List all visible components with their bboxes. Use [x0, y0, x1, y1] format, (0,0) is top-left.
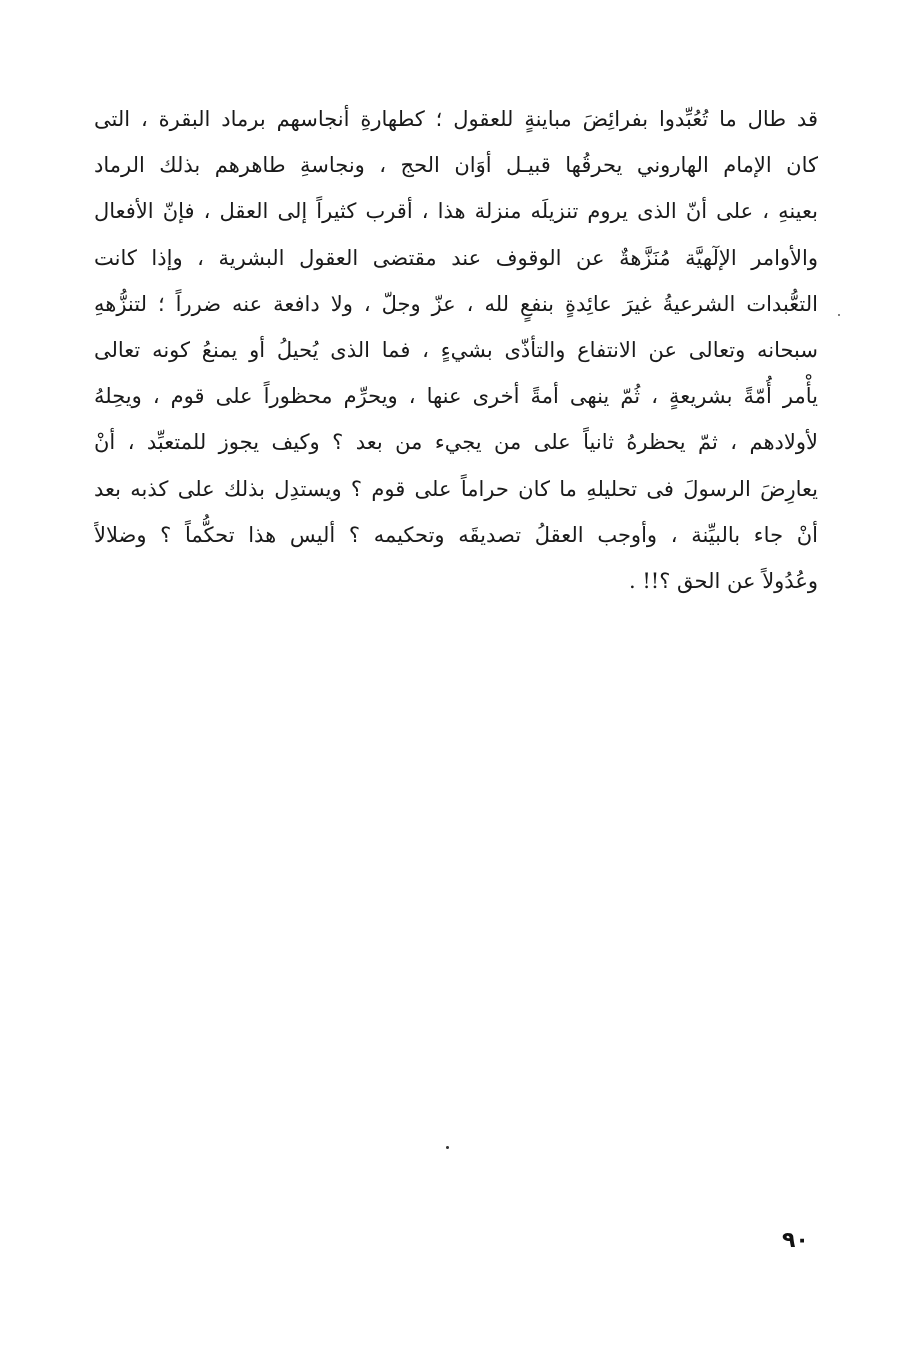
page-number: ٩٠: [782, 1228, 809, 1253]
text-line-9: يعارِضَ الرسولَ فى تحليلهِ ما كان حراماً على قوم ؟ ويستدِل بذلك على كذبه بعد: [94, 476, 818, 501]
margin-speck: [838, 314, 840, 316]
text-line-5: التعُّبدات الشرعيةُ غيرَ عائِدةٍ بنفعٍ لله ، عزّ وجلّ ، ولا دافعة عنه ضرراً ؛ لتنزُّههِ: [94, 291, 818, 316]
page-center-dot: [446, 1146, 449, 1149]
text-line-1: قد طال ما تُعُبِّدوا بفرائِضَ مباينةٍ للعقول ؛ كطهارةِ أنجاسهم برماد البقرة ، التى: [94, 107, 818, 131]
text-line-7: يأْمر أُمّةً بشريعةٍ ، ثُمّ ينهى أمةً أخرى عنها ، ويحرِّم محظوراً على قوم ، ويحِلهُ: [94, 384, 818, 409]
body-paragraph: [94, 96, 818, 604]
text-line-2: كان الإمام الهاروني يحرقُها قبيـل أوَان الحج ، ونجاسةِ طاهرهم بذلك الرماد: [94, 153, 818, 178]
text-line-8: لأولادهم ، ثمّ يحظرهُ ثانياً على من يجيء من بعد ؟ وكيف يجوز للمتعبِّد ، أنْ: [94, 430, 818, 455]
text-line-6: سبحانه وتعالى عن الانتفاع والتأذّى بشيءٍ ، فما الذى يُحيلُ أو يمنعُ كونه تعالى: [94, 337, 818, 362]
text-line-4: والأوامر الإلٓهيَّة مُنَزَّهةٌ عن الوقوف عند مقتضى العقول البشرية ، وإذا كانت: [94, 245, 818, 270]
text-line-10: أنْ جاء بالبيِّنة ، وأوجب العقلُ تصديقَه وتحكيمه ؟ أليس هذا تحكُّماً ؟ وضلالاً: [94, 522, 818, 547]
text-line-3: بعينهِ ، على أنّ الذى يروم تنزيلَه منزلة هذا ، أقرب كثيراً إلى العقل ، فإنّ الأفعال: [94, 199, 818, 224]
text-line-11: وعُدُولاً عن الحق ؟!! .: [628, 568, 818, 593]
